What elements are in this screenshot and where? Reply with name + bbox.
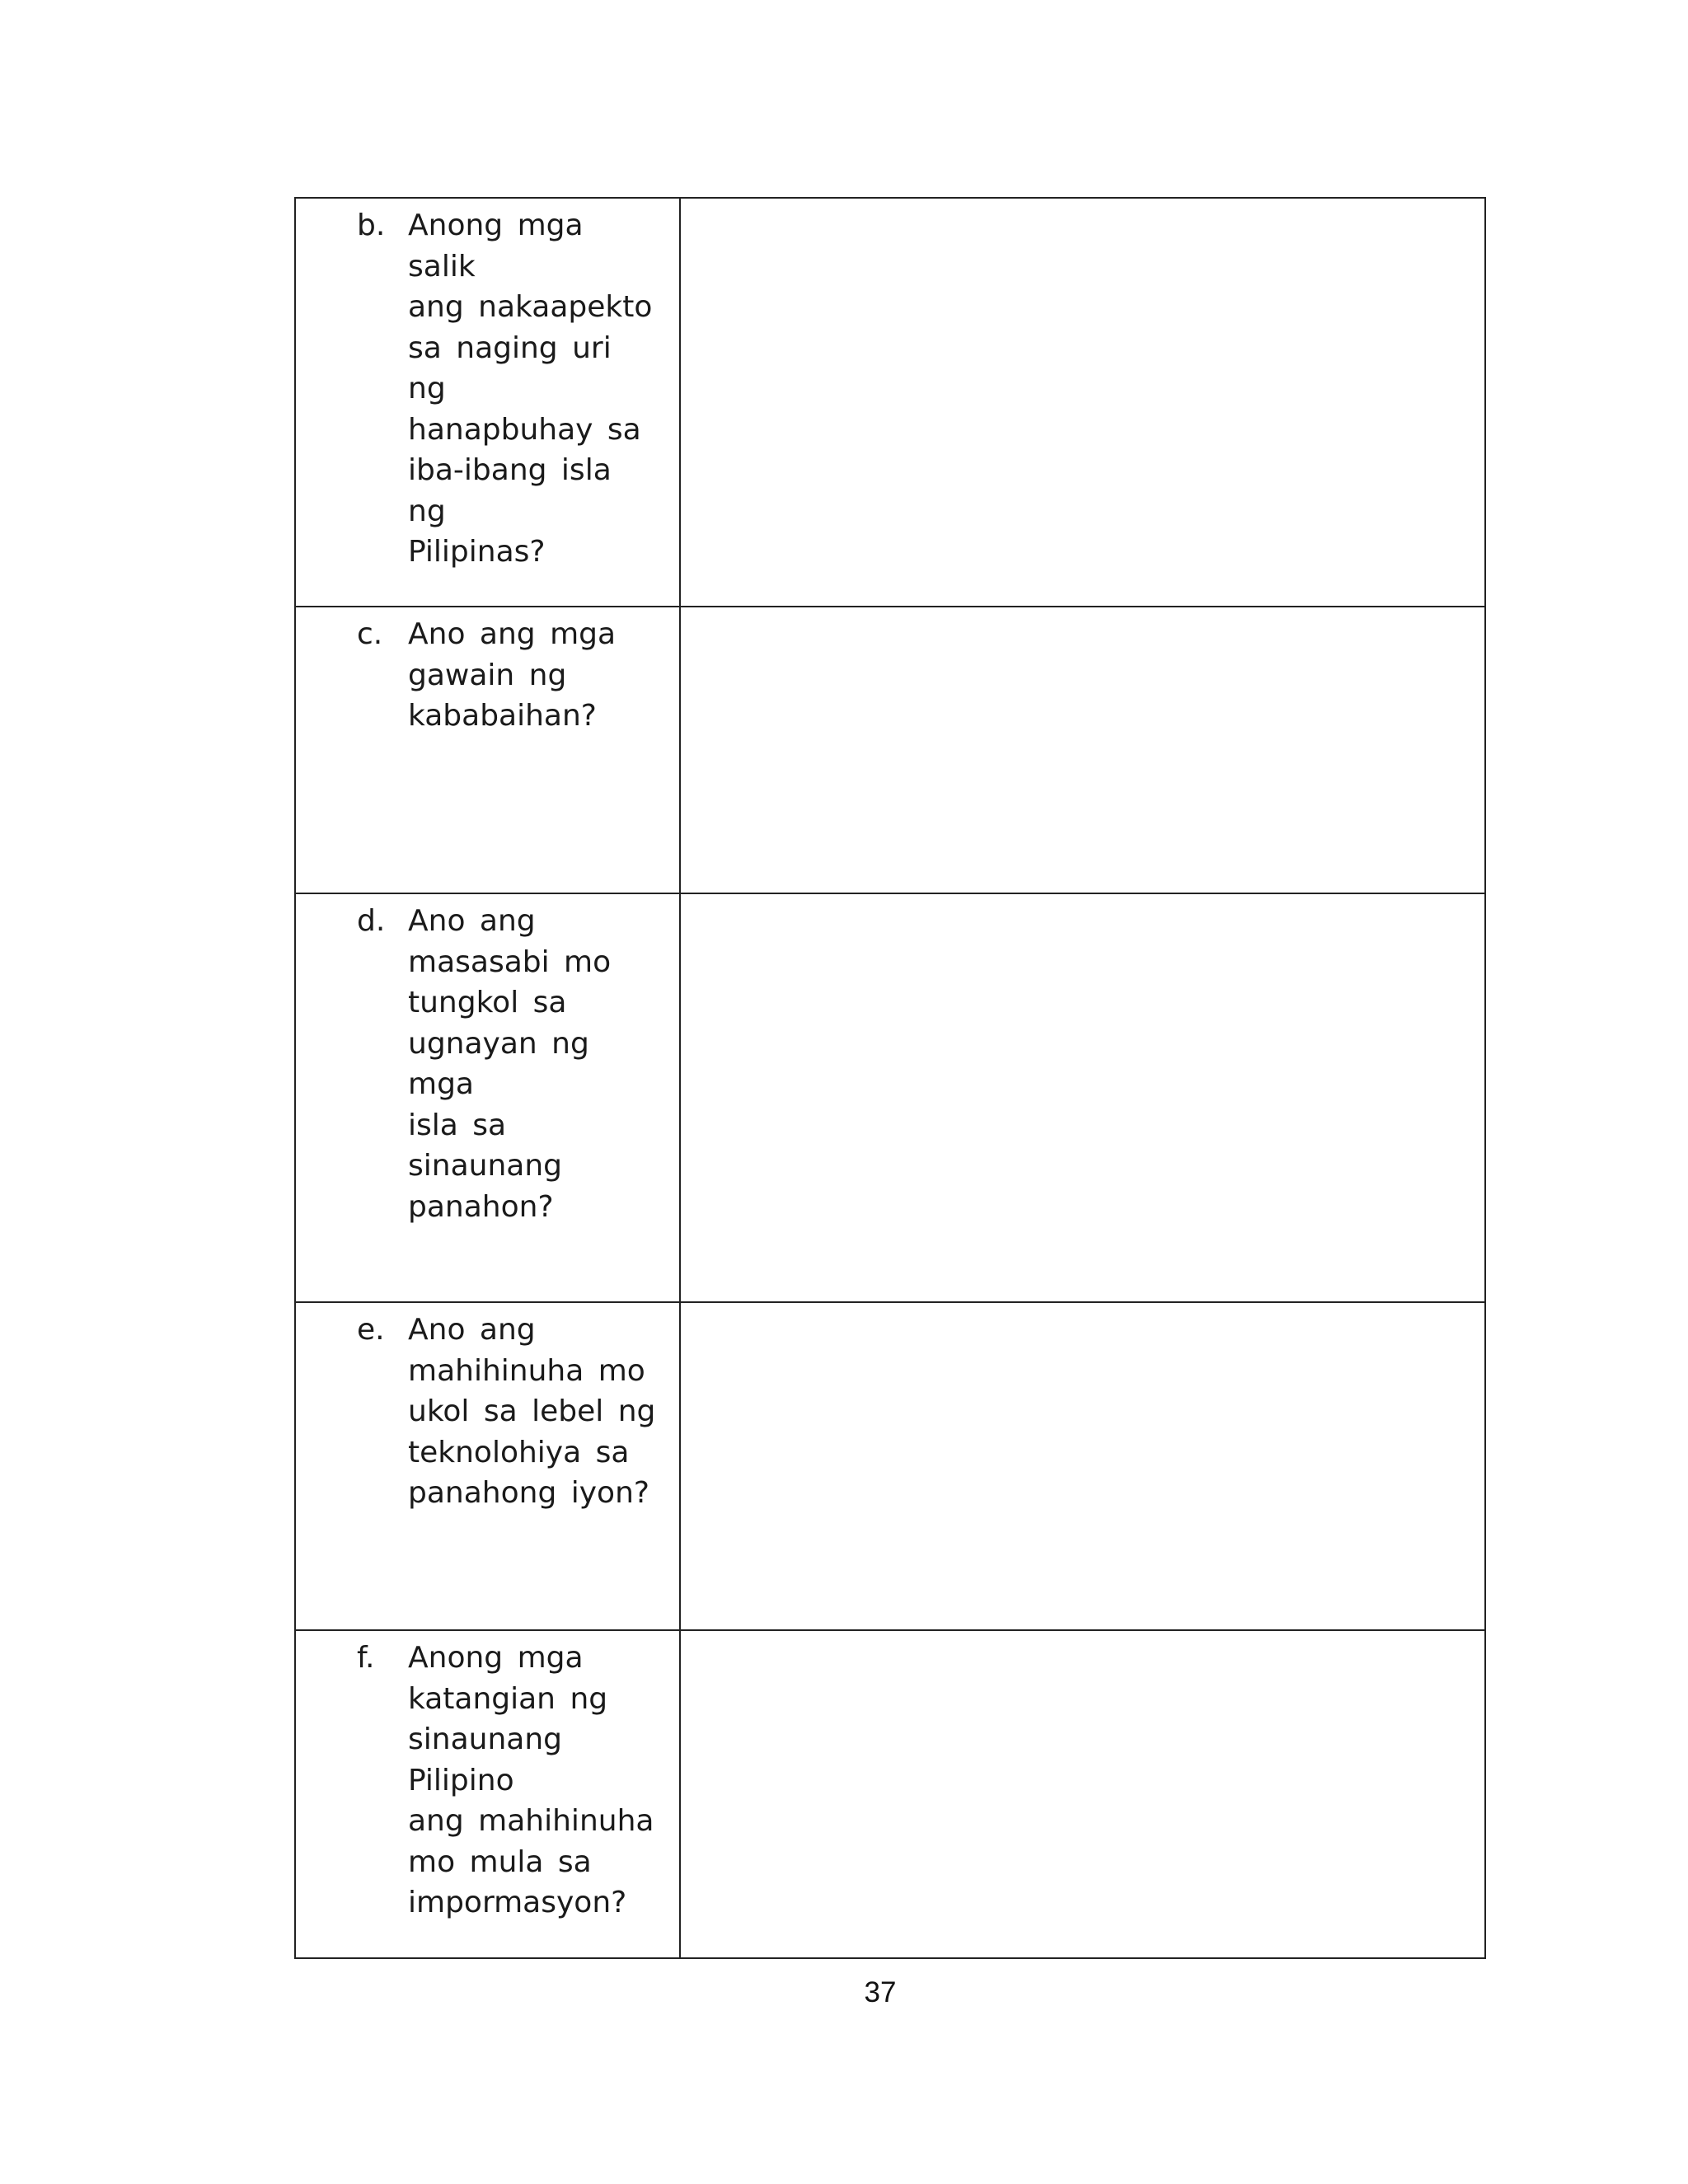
question-line: panahon? [408, 1189, 554, 1224]
question-cell [295, 1630, 680, 1958]
question-answer-table [294, 197, 1486, 1959]
question-line: Ano ang [408, 1313, 536, 1347]
table-row [295, 198, 1485, 607]
question-line: Anong mga [408, 1641, 584, 1675]
question-line: ukol sa lebel ng [408, 1394, 656, 1428]
answer-cell[interactable] [680, 198, 1485, 607]
table-row [295, 893, 1485, 1302]
question-letter: d. [357, 904, 386, 938]
question-line: teknolohiya sa [408, 1435, 630, 1469]
question-line: mo mula sa [408, 1844, 592, 1879]
question-line: hanapbuhay sa [408, 412, 641, 447]
question-letter: e. [357, 1313, 385, 1347]
table-row [295, 607, 1485, 893]
question-text [408, 614, 663, 737]
table-row [295, 1302, 1485, 1630]
question-line: katangian ng [408, 1681, 608, 1716]
answer-cell[interactable] [680, 893, 1485, 1302]
question-line: Anong mga salik [408, 209, 584, 284]
question-line: gawain ng [408, 658, 567, 692]
question-text [408, 901, 663, 1227]
question-cell [295, 198, 680, 607]
question-line: sinaunang Pilipino [408, 1722, 562, 1797]
question-line: mahihinuha mo [408, 1353, 645, 1388]
answer-cell[interactable] [680, 1630, 1485, 1958]
answer-cell[interactable] [680, 607, 1485, 893]
question-letter: f. [357, 1641, 375, 1675]
question-line: ang mahihinuha [408, 1804, 654, 1838]
question-line: kababaihan? [408, 699, 597, 733]
question-line: isla sa sinaunang [408, 1108, 562, 1183]
question-line: Ano ang mga [408, 617, 617, 651]
question-line: masasabi mo [408, 944, 612, 979]
question-line: panahong iyon? [408, 1476, 649, 1510]
question-line: ugnayan ng mga [408, 1026, 589, 1101]
question-line: impormasyon? [408, 1886, 627, 1919]
question-line: sa naging uri ng [408, 330, 612, 405]
question-cell [295, 1302, 680, 1630]
question-cell [295, 893, 680, 1302]
question-letter: b. [357, 209, 386, 242]
page-number: 37 [864, 1976, 897, 2008]
question-cell [295, 607, 680, 893]
question-line: iba-ibang isla ng [408, 453, 612, 528]
question-line: ang nakaapekto [408, 290, 653, 324]
question-letter: c. [357, 617, 383, 651]
question-line: tungkol sa [408, 986, 567, 1019]
question-text [408, 1310, 663, 1514]
question-text [408, 1638, 663, 1924]
question-text [408, 205, 663, 573]
answer-cell[interactable] [680, 1302, 1485, 1630]
table-row [295, 1630, 1485, 1958]
question-line: Pilipinas? [408, 535, 546, 569]
question-line: Ano ang [408, 904, 536, 938]
